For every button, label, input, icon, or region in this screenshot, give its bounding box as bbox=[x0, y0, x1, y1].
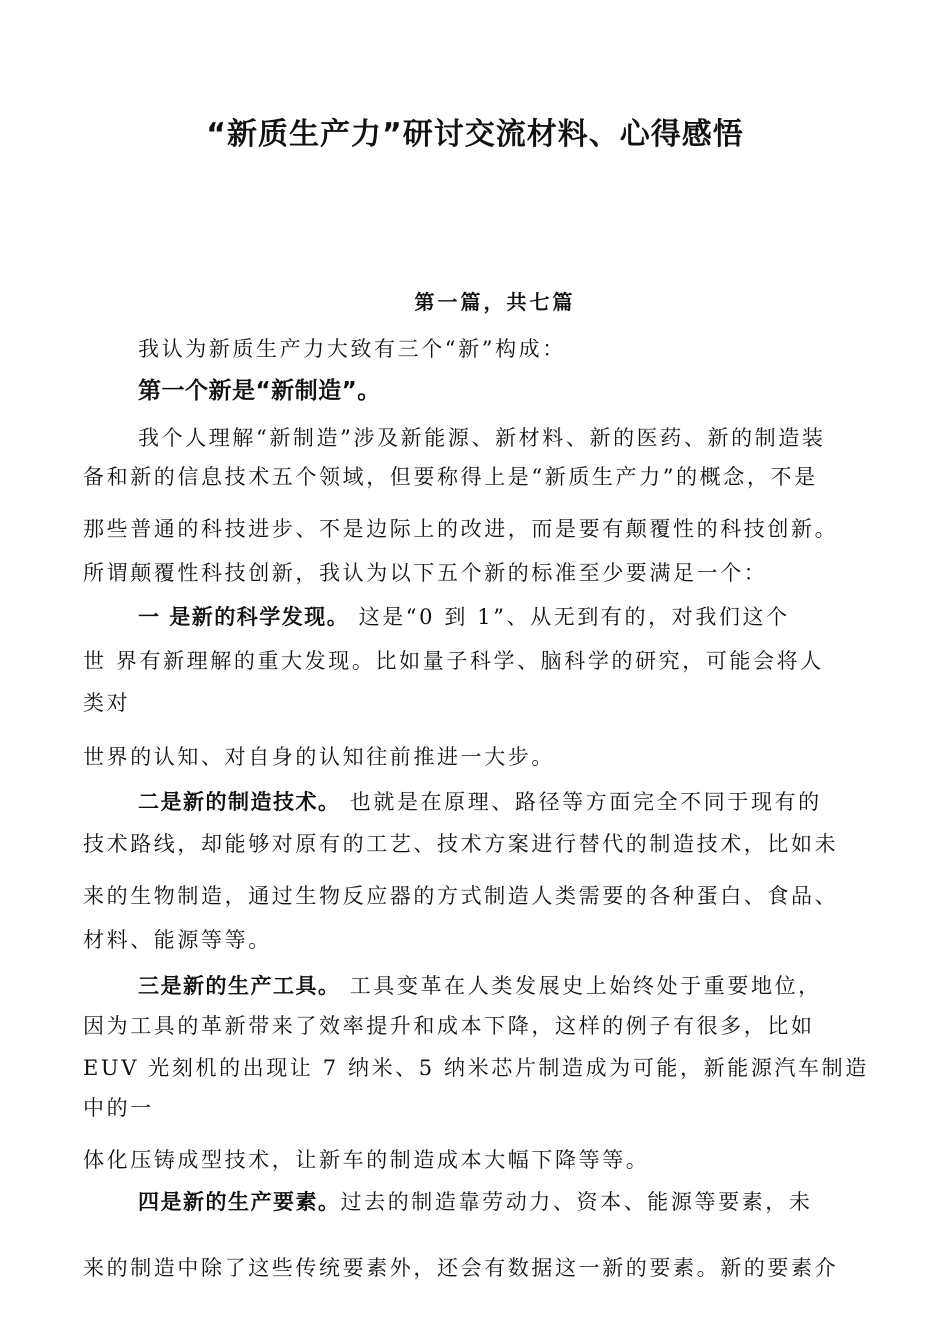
item-text: 这是“0 到 1”、从无到有的，对我们这个 bbox=[349, 605, 790, 629]
item-first-line bbox=[138, 1192, 813, 1213]
item-first-line bbox=[138, 607, 790, 628]
item-lead: 一 是新的科学发现。 bbox=[138, 605, 350, 629]
paragraph-line: 世界的认知、对自身的认知往前推进一大步。 bbox=[83, 745, 555, 769]
paragraph-line: 因为工具的革新带来了效率提升和成本下降，这样的例子有很多，比如 bbox=[83, 1014, 815, 1038]
intro-text: 我认为新质生产力大致有三个“新”构成： bbox=[138, 337, 566, 361]
paragraph-line: 来的制造中除了这些传统要素外，还会有数据这一新的要素。新的要素介 bbox=[83, 1256, 839, 1280]
item-lead: 三是新的生产工具。 bbox=[138, 974, 341, 998]
document-title: “新质生产力”研讨交流材料、心得感悟 bbox=[206, 117, 744, 152]
paragraph-line: EUV 光刻机的出现让 7 纳米、5 纳米芯片制造成为可能，新能源汽车制造 bbox=[83, 1056, 869, 1080]
item-text: 也就是在原理、路径等方面完全不同于现有的 bbox=[340, 790, 822, 814]
item-lead: 四是新的生产要素。 bbox=[138, 1190, 341, 1214]
item-first-line bbox=[138, 976, 822, 997]
paragraph-line: 那些普通的科技进步、不是边际上的改进，而是要有颠覆性的科技创新。 bbox=[83, 517, 839, 541]
paragraph-line: 世 界有新理解的重大发现。比如量子科学、脑科学的研究，可能会将人 bbox=[83, 649, 824, 673]
item-lead: 二是新的制造技术。 bbox=[138, 790, 341, 814]
item-text: 工具变革在人类发展史上始终处于重要地位， bbox=[340, 974, 822, 998]
paragraph-line: 来的生物制造，通过生物反应器的方式制造人类需要的各种蛋白、食品、 bbox=[83, 884, 839, 908]
item-text: 过去的制造靠劳动力、资本、能源等要素，未 bbox=[340, 1190, 813, 1214]
paragraph-line: 技术路线，却能够对原有的工艺、技术方案进行替代的制造技术，比如未 bbox=[83, 832, 839, 856]
subheading: 第一个新是“新制造”。 bbox=[138, 378, 381, 404]
paragraph-line: 我个人理解“新制造”涉及新能源、新材料、新的医药、新的制造装 bbox=[138, 426, 826, 450]
item-first-line bbox=[138, 792, 822, 813]
section-heading: 第一篇，共七篇 bbox=[414, 290, 576, 314]
paragraph-line: 类对 bbox=[83, 691, 131, 715]
paragraph-line: 所谓颠覆性科技创新，我认为以下五个新的标准至少要满足一个： bbox=[83, 561, 768, 585]
paragraph-line: 中的一 bbox=[83, 1096, 154, 1120]
paragraph-line: 备和新的信息技术五个领域，但要称得上是“新质生产力”的概念，不是 bbox=[83, 465, 818, 489]
paragraph-line: 材料、能源等等。 bbox=[83, 928, 272, 952]
paragraph-line: 体化压铸成型技术，让新车的制造成本大幅下降等等。 bbox=[83, 1148, 650, 1172]
